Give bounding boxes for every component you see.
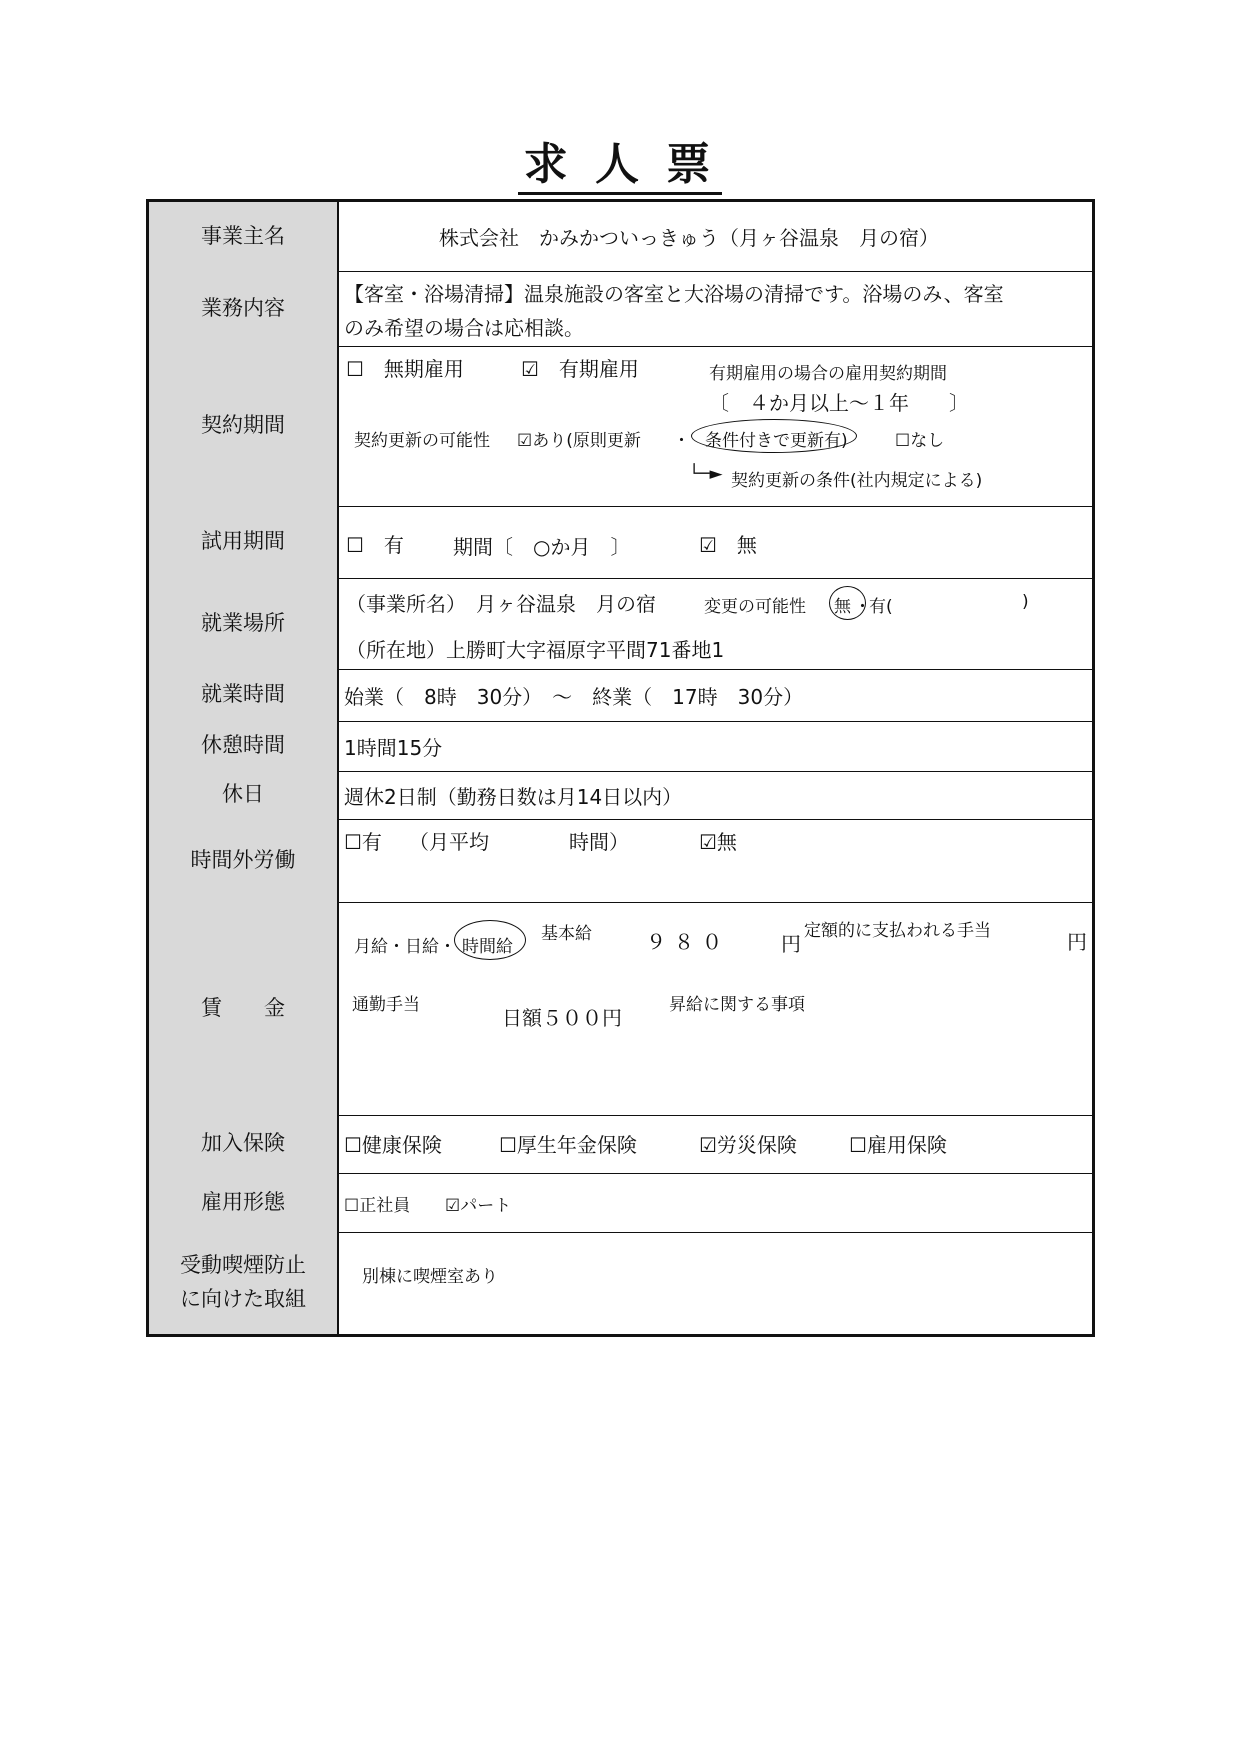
contract-period-value: 〔 ４か月以上～１年 〕: [709, 391, 969, 415]
wage-hourly: 時間給: [462, 937, 513, 957]
label-workplace: 就業場所: [149, 578, 339, 669]
accident-insurance-checkbox[interactable]: ☑労災保険: [699, 1133, 797, 1157]
label-hours: 就業時間: [149, 669, 339, 721]
job-offer-form: [146, 199, 1095, 1337]
pension-insurance-checkbox[interactable]: ☐厚生年金保険: [499, 1133, 637, 1157]
overtime-no-checkbox[interactable]: ☑無: [699, 830, 737, 854]
renewal-condition: 契約更新の条件(社内規定による): [731, 471, 983, 491]
employment-insurance-checkbox[interactable]: ☐雇用保険: [849, 1133, 947, 1157]
base-pay-label: 基本給: [541, 924, 592, 944]
label-trial: 試用期間: [149, 506, 339, 578]
job-line2: のみ希望の場合は応相談。: [344, 316, 584, 340]
renewal-dot: ・: [673, 431, 690, 451]
employer-name: 株式会社 かみかついっきゅう（月ヶ谷温泉 月の宿）: [439, 226, 939, 250]
label-employment: 雇用形態: [149, 1173, 339, 1232]
arrow-icon: └─►: [689, 464, 723, 484]
renewal-no-checkbox[interactable]: ☐なし: [895, 431, 945, 451]
change-dot: ・: [854, 597, 871, 617]
label-smoking-line2: に向けた取組: [180, 1287, 306, 1311]
change-close: ): [1022, 592, 1029, 612]
workplace-address: （所在地）上勝町大字福原字平間71番地1: [346, 638, 725, 662]
wage-types: 月給・日給・: [354, 937, 456, 957]
change-label: 変更の可能性: [704, 597, 806, 617]
smoking-measure: 別棟に喫煙室あり: [362, 1267, 498, 1287]
part-time-checkbox[interactable]: ☑パート: [445, 1196, 512, 1216]
job-line1: 【客室・浴場清掃】温泉施設の客室と大浴場の清掃です。浴場のみ、客室: [344, 282, 1004, 306]
renewal-label: 契約更新の可能性: [354, 431, 490, 451]
commute-value: 日額５００円: [502, 1006, 622, 1030]
trial-period: 期間〔 ○か月 〕: [453, 535, 631, 559]
label-overtime: 時間外労働: [149, 819, 339, 902]
base-pay-value: ９８０: [646, 930, 730, 954]
health-insurance-checkbox[interactable]: ☐健康保険: [344, 1133, 442, 1157]
hours-text: 始業（ 8時 30分） ～ 終業（ 17時 30分）: [344, 685, 804, 709]
commute-label: 通勤手当: [352, 995, 420, 1015]
regular-employee-checkbox[interactable]: ☐正社員: [344, 1196, 411, 1216]
trial-no-checkbox[interactable]: ☑ 無: [699, 533, 757, 557]
base-pay-yen: 円: [781, 932, 801, 956]
contract-indefinite-checkbox[interactable]: ☐ 無期雇用: [346, 357, 464, 381]
contract-fixed-checkbox[interactable]: ☑ 有期雇用: [521, 357, 639, 381]
label-contract: 契約期間: [149, 346, 339, 506]
label-smoking-line1: 受動喫煙防止: [180, 1253, 306, 1278]
fixed-allowance-label: 定額的に支払われる手当: [804, 921, 991, 941]
renewal-conditional: 条件付きで更新有): [705, 431, 848, 451]
change-yes: 有(: [869, 597, 893, 617]
label-wage: 賃 金: [149, 902, 339, 1115]
contract-period-label: 有期雇用の場合の雇用契約期間: [709, 364, 947, 384]
label-smoking: [149, 1232, 339, 1334]
workplace-office: （事業所名） 月ヶ谷温泉 月の宿: [346, 592, 656, 616]
overtime-yes-checkbox[interactable]: ☐有: [344, 830, 382, 854]
overtime-average: （月平均 時間）: [409, 830, 629, 854]
label-insurance: 加入保険: [149, 1115, 339, 1173]
change-no: 無: [834, 597, 851, 617]
holiday-text: 週休2日制（勤務日数は月14日以内）: [344, 785, 683, 809]
renewal-yes-checkbox[interactable]: ☑あり(原則更新: [517, 431, 641, 451]
label-holiday: 休日: [149, 771, 339, 819]
trial-yes-checkbox[interactable]: ☐ 有: [346, 533, 404, 557]
break-text: 1時間15分: [344, 736, 443, 760]
fixed-allowance-yen: 円: [1067, 930, 1087, 954]
label-employer: 事業主名: [149, 202, 339, 271]
page-title: 求 人 票: [0, 128, 1240, 192]
raise-label: 昇給に関する事項: [669, 995, 805, 1015]
label-break: 休憩時間: [149, 721, 339, 771]
label-job: 業務内容: [149, 271, 339, 346]
